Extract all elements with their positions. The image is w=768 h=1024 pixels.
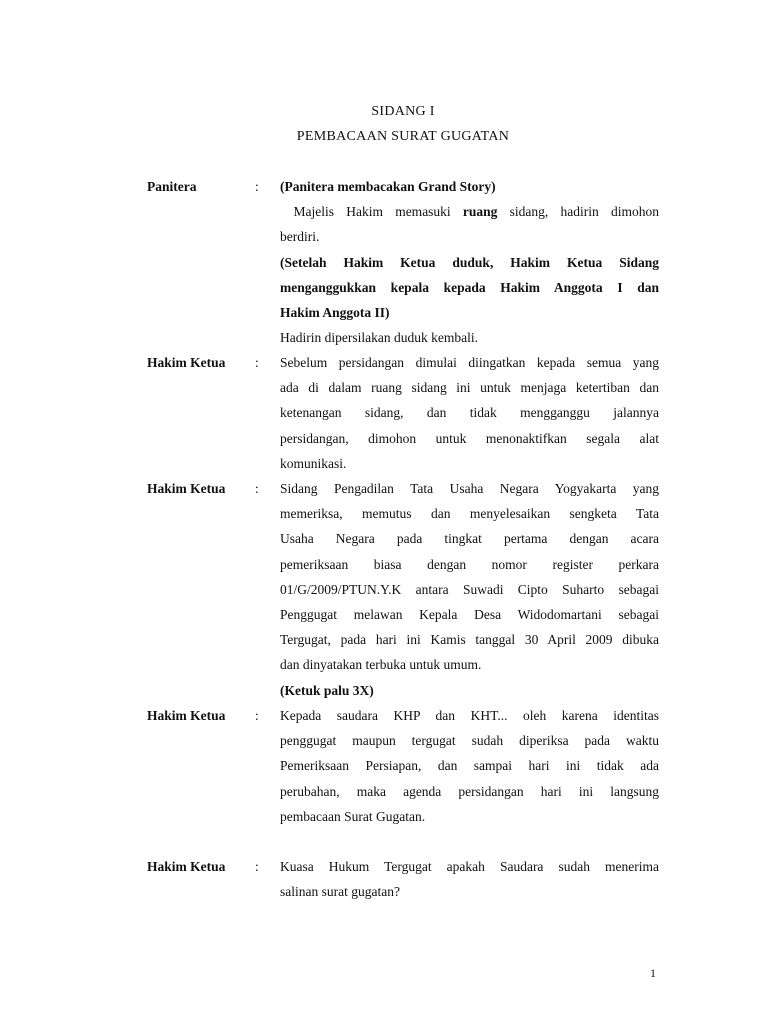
text-line: Kuasa Hukum Tergugat apakah Saudara sudah menerima [280, 859, 659, 874]
speaker-colon: : [255, 355, 259, 370]
text-line: perubahan, maka agenda persidangan hari ini langsung [280, 783, 659, 799]
speaker-colon: : [255, 859, 259, 874]
text-line: dan dinyatakan terbuka untuk umum. [280, 657, 482, 673]
text-line: ketenangan sidang, dan tidak mengganggu jalannya [280, 405, 659, 421]
text-line: 01/G/2009/PTUN.Y.K antara Suwadi Cipto Suharto sebagai [280, 581, 659, 597]
stage-direction: menganggukkan kepala kepada Hakim Anggota I dan [280, 279, 659, 295]
speaker-colon: : [255, 179, 259, 194]
speaker-colon: : [255, 481, 259, 496]
text-line: Hadirin dipersilakan duduk kembali. [280, 330, 478, 346]
text-line: berdiri. [280, 229, 320, 245]
text-segment: sidang, hadirin dimohon [497, 204, 659, 220]
text-line: Tergugat, pada hari ini Kamis tanggal 30 April 2009 dibuka [280, 632, 659, 648]
text-line: Pemeriksaan Persiapan, dan sampai hari ini tidak ada [280, 758, 659, 774]
text-line: Sidang Pengadilan Tata Usaha Negara Yogyakarta yang [280, 481, 659, 496]
speaker-label: Panitera [147, 179, 197, 194]
dialogue-text [280, 703, 659, 829]
dialogue-text [280, 174, 659, 350]
stage-direction: Hakim Anggota II) [280, 304, 390, 320]
page-number: 1 [650, 966, 656, 980]
text-line: memeriksa, memutus dan menyelesaikan sengketa Tata [280, 506, 659, 522]
text-line: salinan surat gugatan? [280, 884, 400, 900]
stage-direction: (Panitera membacakan Grand Story) [280, 179, 496, 194]
text-line: ada di dalam ruang sidang ini untuk menjaga ketertiban dan [280, 380, 659, 396]
speaker-label: Hakim Ketua [147, 355, 226, 370]
dialogue-text [280, 476, 659, 703]
text-line: Kepada saudara KHP dan KHT... oleh karena identitas [280, 708, 659, 723]
text-line: persidangan, dimohon untuk menonaktifkan segala alat [280, 430, 659, 446]
text-line [280, 199, 659, 224]
text-line: penggugat maupun tergugat sudah diperiksa pada waktu [280, 733, 659, 749]
document-subtitle: PEMBACAAN SURAT GUGATAN [296, 129, 510, 144]
text-segment: Majelis Hakim memasuki [293, 204, 463, 220]
text-line: komunikasi. [280, 455, 347, 471]
speaker-label: Hakim Ketua [147, 708, 226, 723]
text-line: pembacaan Surat Gugatan. [280, 808, 426, 824]
document-title: SIDANG I [371, 104, 435, 119]
stage-direction: (Setelah Hakim Ketua duduk, Hakim Ketua Sidang [280, 254, 659, 270]
speaker-label: Hakim Ketua [147, 859, 226, 874]
stage-direction: (Ketuk palu 3X) [280, 682, 374, 698]
text-line: pemeriksaan biasa dengan nomor register perkara [280, 556, 659, 572]
dialogue-text [280, 350, 659, 476]
emphasis-text: ruang [462, 204, 498, 220]
text-line: Usaha Negara pada tingkat pertama dengan acara [280, 531, 659, 547]
speaker-label: Hakim Ketua [147, 481, 226, 496]
speaker-colon: : [255, 708, 259, 723]
text-line: Penggugat melawan Kepala Desa Widodomartani sebagai [280, 606, 659, 622]
dialogue-text [280, 854, 659, 904]
text-line: Sebelum persidangan dimulai diingatkan kepada semua yang [280, 355, 659, 370]
